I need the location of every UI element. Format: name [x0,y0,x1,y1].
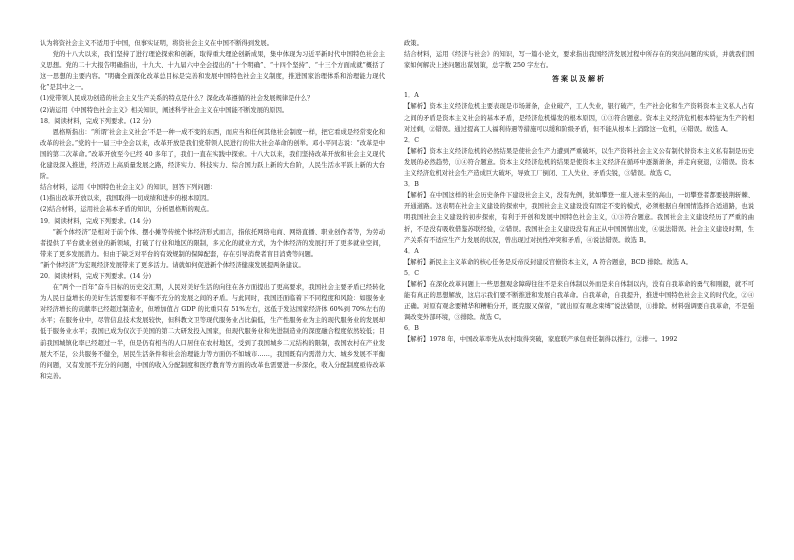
q20-question: 结合材料，运用《经济与社会》的知识，写一篇小论文，要求指出我国经济发展过程中所存在的突出问题的实质，并就我们国家如何解决上述问题出谋划策，总字数 250 字左右。 [404,51,754,70]
answer-2: 2．C [404,136,420,144]
q18-material: 恩格斯指出：“所谓‘社会主义社会’不是一种一成不变的东西，而应当和任何其他社会制度一样，把它看成是经常变化和改革的社会。”党的十一届三中全会以来，改革开放是我们党带领人民进行的伟大社会革命的创举。邓小平同志说：“改革是中国的第二次革命。”改革开放至今已经 40 多年了，我们一直在实践中探索。十八大以来，我们坚持改革开放和社会主义现代化建设深入推进，经济迈上高质量发展之路，经济实力、科技实力、综合国力跃上新的大台阶，人民生活水平跃上新的大台阶。 [40,128,385,181]
right-column [404,38,754,346]
answers-title: 答案以及解析 [552,74,606,84]
explanation-4: 【解析】新民主主义革命的核心任务是反帝反封建反官僚资本主义，A 符合题意，BCD 排除。故选 A。 [404,258,692,266]
q17-question-2: (2)请运用《中国特色社会主义》相关知识，阐述科学社会主义在中国能不断发展的原因。 [40,106,289,114]
q18-question-1: (1)指出改革开放以来，我国取得一切成绩和进步的根本原因。 [40,195,213,203]
explanation-6: 【解析】1978 年，中国改革率先从农村取得突破，家庭联产承包责任制得以推行，②排一。1992 [404,336,678,344]
q19-question: “新个体经济”为宏观经济发展带来了更多活力。请就如何促进新个体经济健康发展提两条建议。 [40,261,305,269]
explanation-2: 【解析】资本主义经济危机的必然结果是使社会生产力遭到严重破坏，以生产资料社会主义公有制代替资本主义私有制是历史发展的必然趋势，①④符合题意。资本主义经济危机的结果是使资本主义经济在循环中逐渐萧条，并走向衰退，②错误。资本主义经济危机对社会生产造成巨大破坏，导致工厂倒闭、工人失业、矛盾尖锐，③错误。故选 C。 [404,147,754,178]
answer-3: 3．B [404,181,419,189]
left-paragraph-1: 认为将资社会主义不适用于中国，但事实证明，将资社会主义在中国不断得到发展。 [40,40,273,47]
answer-1: 1．A [404,92,419,100]
q17-question-1: (1)党带领人民成功创造的社会主义生产关系的特点是什么？深化改革遵循的社会发展规律是什么？ [40,95,314,103]
q19-heading: 19．阅读材料，完成下列要求。(14 分) [40,217,152,225]
q20-heading: 20．阅读材料，完成下列要求。(14 分) [40,272,152,280]
left-column [40,38,385,382]
explanation-3: 【解析】在中国这样的社会历史条件下建设社会主义，没有先例，犹如攀登一座人迹未至的高山，一切攀登者都要披荆斩棘、开通道路。这表明在社会主义建设的探索中，我国社会主义建设没有固定不变的模式，必须根据自身国情选择合适道路，也说明我国社会主义建设的初步探索，有利于开创和发展中国特色社会主义，①③符合题意。我国社会主义建设经历了严重的曲折，不是没有吸收借鉴苏联经验，②错误。我国社会主义建设没有真正从中国国情出发，④说法错误。社会主义建设时期，生产关系有不适应生产力发展的状况，曾出现过对抗性冲突和矛盾，④说法错误。故选 B。 [404,192,754,244]
q18-instruction: 结合材料，运用《中国特色社会主义》的知识，回答下列问题： [40,184,217,192]
q19-material: “新个体经济”是相对于前个体、摆小摊等传统个体经济形式而言，指依托网络电商、网络直播、职业创作者等，为劳动者提供了平台就业创业的新领域，打破了行业和地区的限制，多元化的就业方式，为个体经济的发展打开了更多就业空间，带来了更多发展潜力。但由于缺乏对平台的有效规制的保障配套，存在引导消费者盲目消费等问题。 [40,228,385,258]
q18-question-2: (2)结合材料，运用社会基本矛盾的知识，分析恩格斯的观点。 [40,206,213,214]
left-paragraph-2: 党的十八大以来，我们坚持了进行理论探索和创新，取得重大理论创新成果，集中体现为习近平新时代中国特色社会主义思想。党的二十大报告明确指出，十九大、十九届六中全会提出的“十个明确”、“十四个坚持”、“十三个方面成就”概括了这一思想的主要内容。“明确全面深化改革总目标是完善和发展中国特色社会主义制度，推进国家治理体系和治理能力现代化”是其中之一。 [40,51,385,92]
q20-material: 在“两个一百年”奋斗目标的历史交汇期，人民对美好生活的向往在各方面提出了更高要求，我国社会主要矛盾已经转化为人民日益增长的美好生活需要和不平衡不充分的发展之间的矛盾。与此同时，我国还面临着下不同程度和风险：如服务业对经济增长的贡献率已经超过制造业，但增加值占 GDP 的比重只有 51%左右，远低于发达国家经济体 60%到 70%左右的水平；在服务业中，尽管信息技术发展较快，但科教文卫等现代服务业占比偏低，生产性服务业为主的现代服务业的发展却低于服务业水平；我国已成为仅次于美国的第二大研发投入国家，但现代服务业和先进制造业的深度融合程度依然较低；目前我国城镇化率已经超过一半，但是仍有相当的人口居住在农村地区，受到了我国城乡二元结构的限制，我国农村在产业发展大不足，公共服务不健全，居民生活条件和社会治理能力等方面仍不如城市……，我国既有内需潜力大、城乡发展不平衡的问题，又有发展不充分的问题，中国的收入分配制度和医疗教育等方面的改革也需要进一步深化，收入分配制度亟待改革和完善。 [40,284,385,380]
q18-heading: 18．阅读材料，完成下列要求。(12 分) [40,117,152,125]
answer-4: 4．A [404,247,419,255]
answer-5: 5．C [404,269,420,277]
answer-6: 6．B [404,325,419,333]
explanation-1: 【解析】资本主义经济危机主要表现是市场萧条，企业破产，工人失业，银行破产，生产社会化和生产资料资本主义私人占有之间的矛盾是资本主义社会的基本矛盾，是经济危机爆发的根本原因，①③符合题意。资本主义经济危机根本特征为生产的相对过剩，②错误。通过提高工人福利待遇等措施可以缓和阶级矛盾，但不能从根本上消除这一危机，④错误。故选 A。 [404,103,754,133]
explanation-5: 【解析】在深化改革问题上一些思想观念障碍往往不是来自体制以外而是来自体制以内，没有自我革命的勇气和刚毅，就不可能有真正的思想解放，这启示我们要不断推进和发展自我革命。自我革命，自我提升，推进中国特色社会主义的时代化，②④正确。对原有观念要精华和糟粕分开，既克服又保留，“就出原有观念束缚”说法错误，①排除。材料强调要自我革命，不是强调改变外部环境，③排除。故选 C。 [404,280,754,322]
q20-material-end: 政策。 [404,40,423,47]
